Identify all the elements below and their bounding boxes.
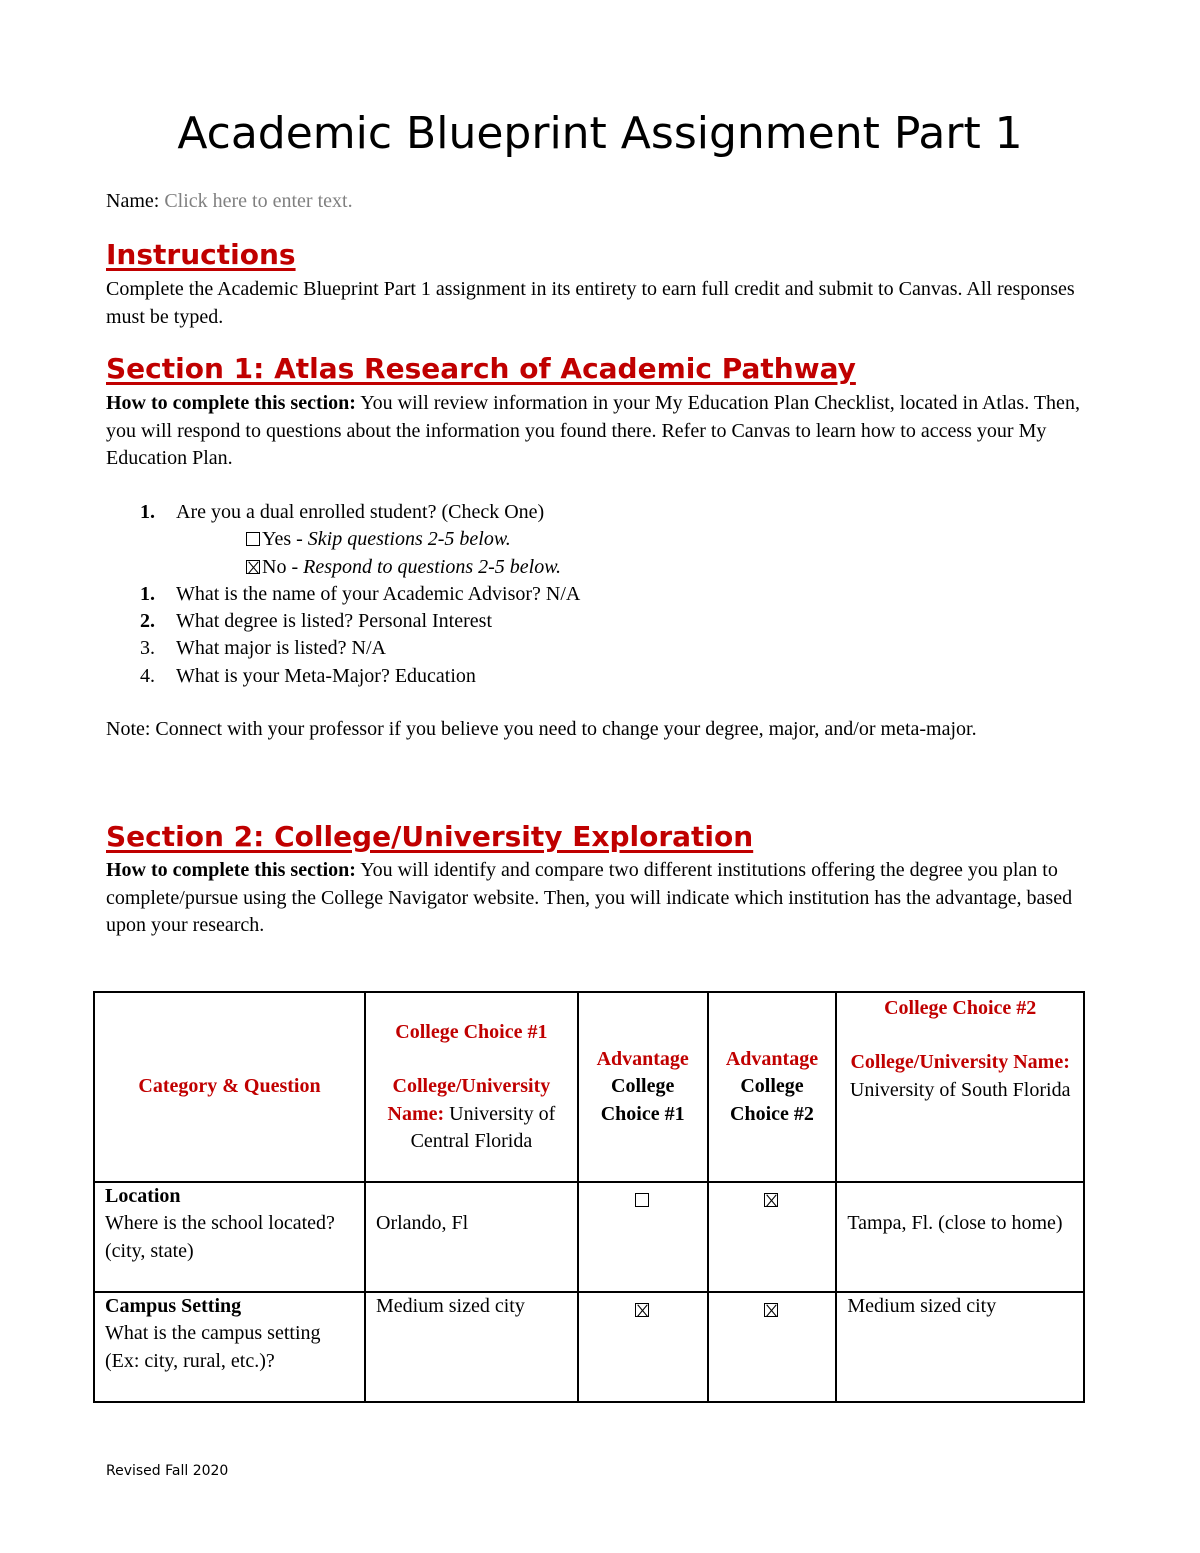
how-to-text: You will identify and compare two different institutions offering the degree you plan to complete/pursue using the College Navigator website. Then, you will indicate which institution has the advantage, based upon your research. [106,859,1073,936]
option-hint: Skip questions 2-5 below. [307,528,511,551]
footer-revised: Revised Fall 2020 [106,1463,229,1479]
instructions-text: Complete the Academic Blueprint Part 1 assignment in its entirety to earn full credit and submit to Canvas. All responses must be typed. [106,278,1075,328]
section2-how-to [106,857,1096,940]
advantage1-cell[interactable] [578,1292,708,1402]
question-text: What is your Meta-Major? Education [176,664,476,687]
choice2-name[interactable]: University of South Florida [849,1078,1071,1101]
category-cell [94,1292,365,1402]
question-item [106,499,1006,526]
advantage1-cell[interactable] [578,1182,708,1292]
category-question: What is the campus setting (Ex: city, rural, etc.)? [105,1322,321,1372]
category-cell [94,1182,365,1292]
question-item [106,581,1006,608]
section1-how-to [106,390,1096,473]
choice2-title: College Choice #2 [884,997,1037,1019]
option-no[interactable] [106,554,1006,581]
header-advantage1 [578,992,708,1182]
choice2-cell[interactable] [836,1292,1084,1402]
advantage2-sub: College Choice #2 [730,1075,814,1125]
header-choice1 [365,992,578,1182]
checkbox-checked-icon[interactable] [635,1303,649,1317]
question-text: Are you a dual enrolled student? (Check One) [176,501,545,523]
advantage2-cell[interactable] [708,1182,837,1292]
question-number: 4. [140,664,155,687]
how-to-label: How to complete this section: [106,859,356,881]
table-header-row [94,992,1084,1182]
choice2-value: Tampa, Fl. (close to home) [847,1212,1063,1234]
option-label: No - [262,555,304,578]
advantage2-label: Advantage [725,1048,819,1071]
advantage2-cell[interactable] [708,1292,837,1402]
checkbox-checked-icon[interactable] [764,1303,778,1317]
college-comparison-table [93,991,1085,1403]
question-number: 1. [140,582,155,605]
category-title: Campus Setting [105,1295,242,1317]
section1-note: Note: Connect with your professor if you believe you need to change your degree, major, and/or meta-major. [106,718,977,740]
name-label: Name: [106,190,160,212]
option-hint: Respond to questions 2-5 below. [303,555,562,578]
question-text: What major is listed? N/A [176,637,386,660]
choice1-value: Medium sized city [376,1295,525,1317]
question-item [106,663,1006,690]
category-question: Where is the school located? (city, state) [105,1212,335,1262]
page-title: Academic Blueprint Assignment Part 1 [177,108,1023,159]
choice1-title: College Choice #1 [395,1020,548,1043]
question-item [106,608,1006,635]
checkbox-checked-icon[interactable] [764,1193,778,1207]
choice1-name-label: College/University Name: [387,1075,551,1125]
question-number: 1. [140,501,155,523]
question-item [106,635,1006,662]
choice1-cell[interactable] [365,1292,578,1402]
table-row [94,1292,1084,1402]
question-number: 3. [140,637,155,660]
choice1-cell[interactable] [365,1182,578,1292]
how-to-label: How to complete this section: [106,392,356,414]
question-text: What degree is listed? Personal Interest [176,610,492,633]
question-number: 2. [140,610,155,633]
choice2-name-label: College/University Name: [850,1051,1070,1074]
option-yes[interactable] [106,526,1006,553]
how-to-text: You will review information in your My Education Plan Checklist, located in Atlas. Then, you will respond to questions about the information you found there. Refer to Canvas to learn how to access your My Education Plan. [106,392,1080,469]
choice1-name[interactable]: University of Central Florida [410,1102,556,1152]
question-text: What is the name of your Academic Advisor? N/A [176,582,581,605]
section1-questions [106,499,1006,690]
checkbox-unchecked-icon[interactable] [246,532,260,546]
name-field-line [106,190,353,213]
section2-heading: Section 2: College/University Exploration [106,820,754,853]
category-title: Location [105,1185,181,1207]
instructions-heading: Instructions [106,238,296,271]
header-choice2 [836,992,1084,1182]
option-label: Yes - [262,528,308,551]
header-advantage2 [708,992,837,1182]
checkbox-unchecked-icon[interactable] [635,1193,649,1207]
advantage1-label: Advantage [596,1048,689,1071]
advantage1-sub: College Choice #1 [600,1075,685,1125]
choice1-value: Orlando, Fl [376,1212,469,1234]
header-category: Category & Question [94,992,365,1182]
table-row [94,1182,1084,1292]
choice2-value: Medium sized city [847,1295,997,1317]
section1-heading: Section 1: Atlas Research of Academic Pathway [106,352,856,385]
name-input-placeholder[interactable]: Click here to enter text. [164,190,353,212]
choice2-cell[interactable] [836,1182,1084,1292]
checkbox-checked-icon[interactable] [246,560,260,574]
